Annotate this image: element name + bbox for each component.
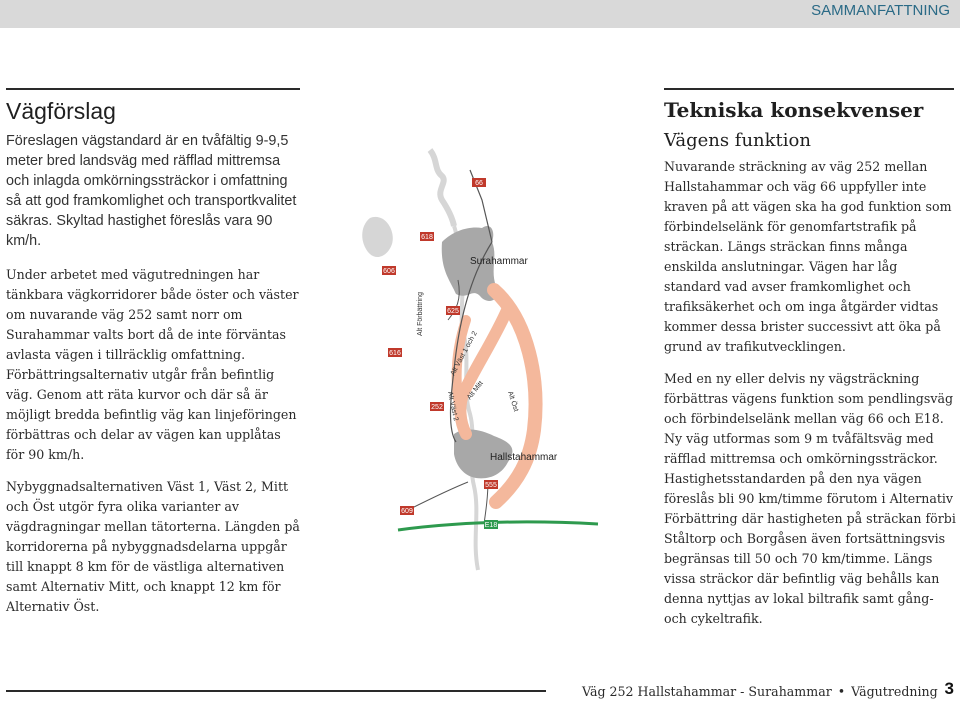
footer-tail-text: Vägutredning <box>851 684 938 699</box>
corridor-map <box>358 130 642 614</box>
shield-555 <box>484 480 498 489</box>
right-title: Tekniska konsekvenser <box>664 98 924 122</box>
right-column <box>664 98 958 641</box>
alt-vast12-label: Alt Väst 1 och 2 <box>449 330 479 377</box>
left-lead-paragraph: Föreslagen vägstandard är en tvåfältig 9-9,5 meter bred landsväg med räfflad mittremsa och inlagda omkörningssträckor i omfattning så att god framkomlighet och transportkvalitet säkras. Skyltad hastighet föreslås vara 90 km/h. <box>6 133 297 249</box>
road-609 <box>408 482 468 510</box>
bottom-rule <box>6 690 546 692</box>
shield-66-label: 66 <box>475 180 483 187</box>
lake-west <box>362 217 393 257</box>
town-surahammar-label: Surahammar <box>470 256 528 267</box>
alt-vast-label: Alt Väst 2 <box>446 390 460 422</box>
shield-555-label: 555 <box>485 482 497 489</box>
right-paragraph-1: Nuvarande sträckning av väg 252 mellan Hallstahammar och väg 66 uppfyller inte kraven på att vägen ska ha god funktion som förbindelselänk för genomfartstrafik på sträckan. Längs sträckan finns många enskilda anslutningar. Vägen har låg standard vad avser framkomlighet och trafiksäkerhet och om inga åtgärder vidtas kommer dessa brister successivt att öka på grund av trafikutvecklingen. <box>664 159 952 354</box>
shield-616 <box>388 348 402 357</box>
shield-609 <box>400 506 414 515</box>
alt-ost-label: Alt Öst <box>506 390 520 413</box>
footer <box>582 684 938 699</box>
page-number: 3 <box>944 679 954 698</box>
shield-252 <box>430 402 444 411</box>
shield-252-label: 252 <box>431 404 443 411</box>
left-title: Vägförslag <box>6 98 116 124</box>
shield-618-label: 618 <box>421 234 433 241</box>
footer-main-text: Väg 252 Hallstahammar - Surahammar <box>582 684 832 699</box>
left-paragraph-2: Nybyggnadsalternativen Väst 1, Väst 2, Mitt och Öst utgör fyra olika varianter av vägdragningar mellan tätorterna. Längden på korridorerna på nybyggnadsdelarna uppgår till knappt 8 km för de västliga alternativen samt Alternativ Mitt, och knappt 12 km för Alternativ Öst. <box>6 479 300 614</box>
shield-618 <box>420 232 434 241</box>
shield-e18 <box>484 520 498 529</box>
shield-625-label: 625 <box>447 308 459 315</box>
shield-66 <box>472 178 486 187</box>
shield-606 <box>382 266 396 275</box>
left-column <box>6 98 300 629</box>
shield-609-label: 609 <box>401 508 413 515</box>
alt-forbattring-label: Alt Förbättring <box>417 292 424 336</box>
left-paragraph-1: Under arbetet med vägutredningen har tänkbara vägkorridorer både öster och väster om nuvarande väg 252 samt norr om Surahammar valts bort då de inte förväntas avlasta vägen i tillräcklig omfattning. Förbättringsalternativ utgår från befintlig väg. Genom att räta kurvor och där så är möjligt bredda befintlig väg kan linjeföringen förbättras och delar av vägen kan upplåtas för 90 km/h. <box>6 267 299 462</box>
section-label: SAMMANFATTNING <box>811 2 950 19</box>
shield-616-label: 616 <box>389 350 401 357</box>
right-subtitle: Vägens funktion <box>664 130 811 151</box>
top-rule-right <box>664 88 954 90</box>
right-paragraph-2: Med en ny eller delvis ny vägsträckning förbättras vägens funktion som pendlingsväg och förbindelselänk mellan väg 66 och E18. Ny väg utformas som 9 m tvåfältsväg med räfflad mittremsa och omkörningssträckor. Hastighetsstandarden på den nya vägen föreslås bli 90 km/timme förutom i Alternativ Förbättring där hastigheten på sträckan förbi Ståltorp och Borgåsen även fortsättningsvis begränsas till 50 och 70 km/timme. Längs vissa sträckor där befintlig väg behålls kan denna nyttjas av lokal biltrafik samt gång- och cykeltrafik. <box>664 371 956 626</box>
footer-bullet: • <box>837 684 846 699</box>
corridor-map-svg <box>358 130 642 614</box>
shield-e18-label: E18 <box>484 522 498 529</box>
alt-mitt-label: Alt Mitt <box>466 380 485 402</box>
town-hallstahammar-label: Hallstahammar <box>490 452 558 463</box>
river-north <box>430 150 454 226</box>
top-rule-left <box>6 88 300 90</box>
shield-606-label: 606 <box>383 268 395 275</box>
shield-625 <box>446 306 460 315</box>
